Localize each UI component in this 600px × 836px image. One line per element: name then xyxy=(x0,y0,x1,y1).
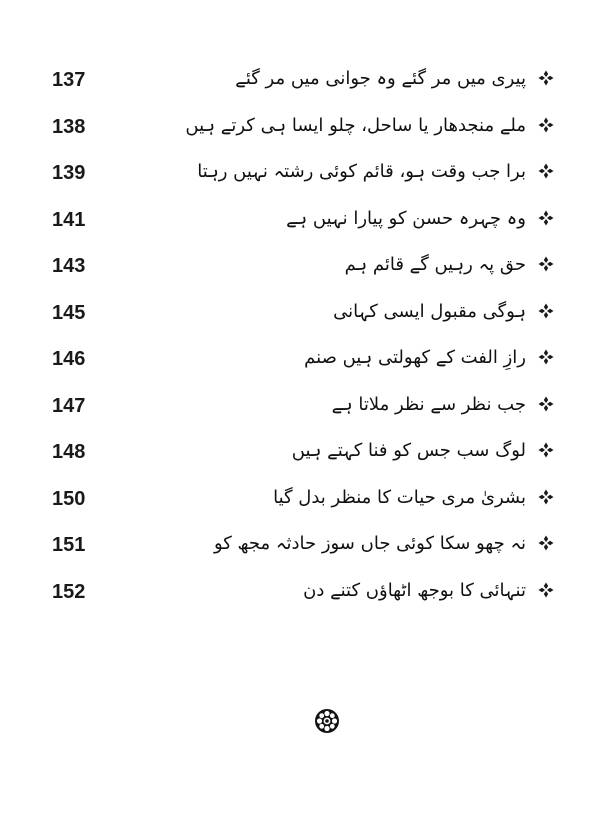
entry-title: برا جب وقت ہو، قائم کوئی رشتہ نہیں رہتا xyxy=(197,161,526,182)
four-diamond-bullet-icon xyxy=(538,582,554,598)
toc-entry xyxy=(0,525,600,572)
page-number: 138 xyxy=(52,115,86,138)
toc-entry xyxy=(0,153,600,200)
page-number: 147 xyxy=(52,394,86,417)
toc-entry xyxy=(0,60,600,107)
entry-title: پیری میں مر گئے وہ جوانی میں مر گئے xyxy=(235,68,526,89)
page-number: 151 xyxy=(52,534,86,556)
entry-title: ملے منجدھار یا ساحل، چلو ایسا ہی کرتے ہیں xyxy=(185,114,526,136)
four-diamond-bullet-icon xyxy=(538,442,554,458)
four-diamond-bullet-icon xyxy=(538,396,554,412)
toc-entry xyxy=(0,200,600,247)
entry-title: بشریٰ مری حیات کا منظر بدل گیا xyxy=(273,486,526,508)
four-diamond-bullet-icon xyxy=(538,489,554,505)
toc-entry xyxy=(0,479,600,526)
table-of-contents xyxy=(0,60,600,618)
entry-title: جب نظر سے نظر ملاتا ہے xyxy=(331,393,526,415)
page-number: 143 xyxy=(52,255,86,277)
toc-entry xyxy=(0,386,600,433)
entry-title: نہ چھو سکا کوئی جاں سوز حادثہ مجھ کو xyxy=(213,533,526,554)
toc-entry xyxy=(0,339,600,386)
entry-title: حق پہ رہیں گے قائم ہم xyxy=(344,254,526,275)
toc-entry xyxy=(0,572,600,619)
entry-title: رازِ الفت کے کھولتی ہیں صنم xyxy=(304,347,526,368)
page-number: 150 xyxy=(52,487,86,510)
entry-title: تنہائی کا بوجھ اٹھاؤں کتنے دن xyxy=(303,579,526,601)
entry-title: ہوگی مقبول ایسی کہانی xyxy=(333,300,526,322)
four-diamond-bullet-icon xyxy=(538,117,554,133)
page-number: 145 xyxy=(52,301,86,324)
page-number: 148 xyxy=(52,441,86,463)
page-number: 146 xyxy=(52,348,86,370)
page-number: 141 xyxy=(52,208,86,231)
page-number: 152 xyxy=(52,580,86,603)
four-diamond-bullet-icon xyxy=(538,210,554,226)
toc-entry xyxy=(0,432,600,479)
entry-title: لوگ سب جس کو فنا کہتے ہیں xyxy=(291,440,526,461)
four-diamond-bullet-icon xyxy=(538,70,554,86)
four-diamond-bullet-icon xyxy=(538,303,554,319)
four-diamond-bullet-icon xyxy=(538,349,554,365)
four-diamond-bullet-icon xyxy=(538,163,554,179)
entry-title: وہ چہرہ حسن کو پیارا نہیں ہے xyxy=(286,207,526,229)
flower-ornament-icon xyxy=(314,708,340,734)
four-diamond-bullet-icon xyxy=(538,535,554,551)
toc-entry xyxy=(0,246,600,293)
toc-entry xyxy=(0,293,600,340)
toc-entry xyxy=(0,107,600,154)
page-number: 139 xyxy=(52,162,86,184)
four-diamond-bullet-icon xyxy=(538,256,554,272)
page-number: 137 xyxy=(52,69,86,91)
